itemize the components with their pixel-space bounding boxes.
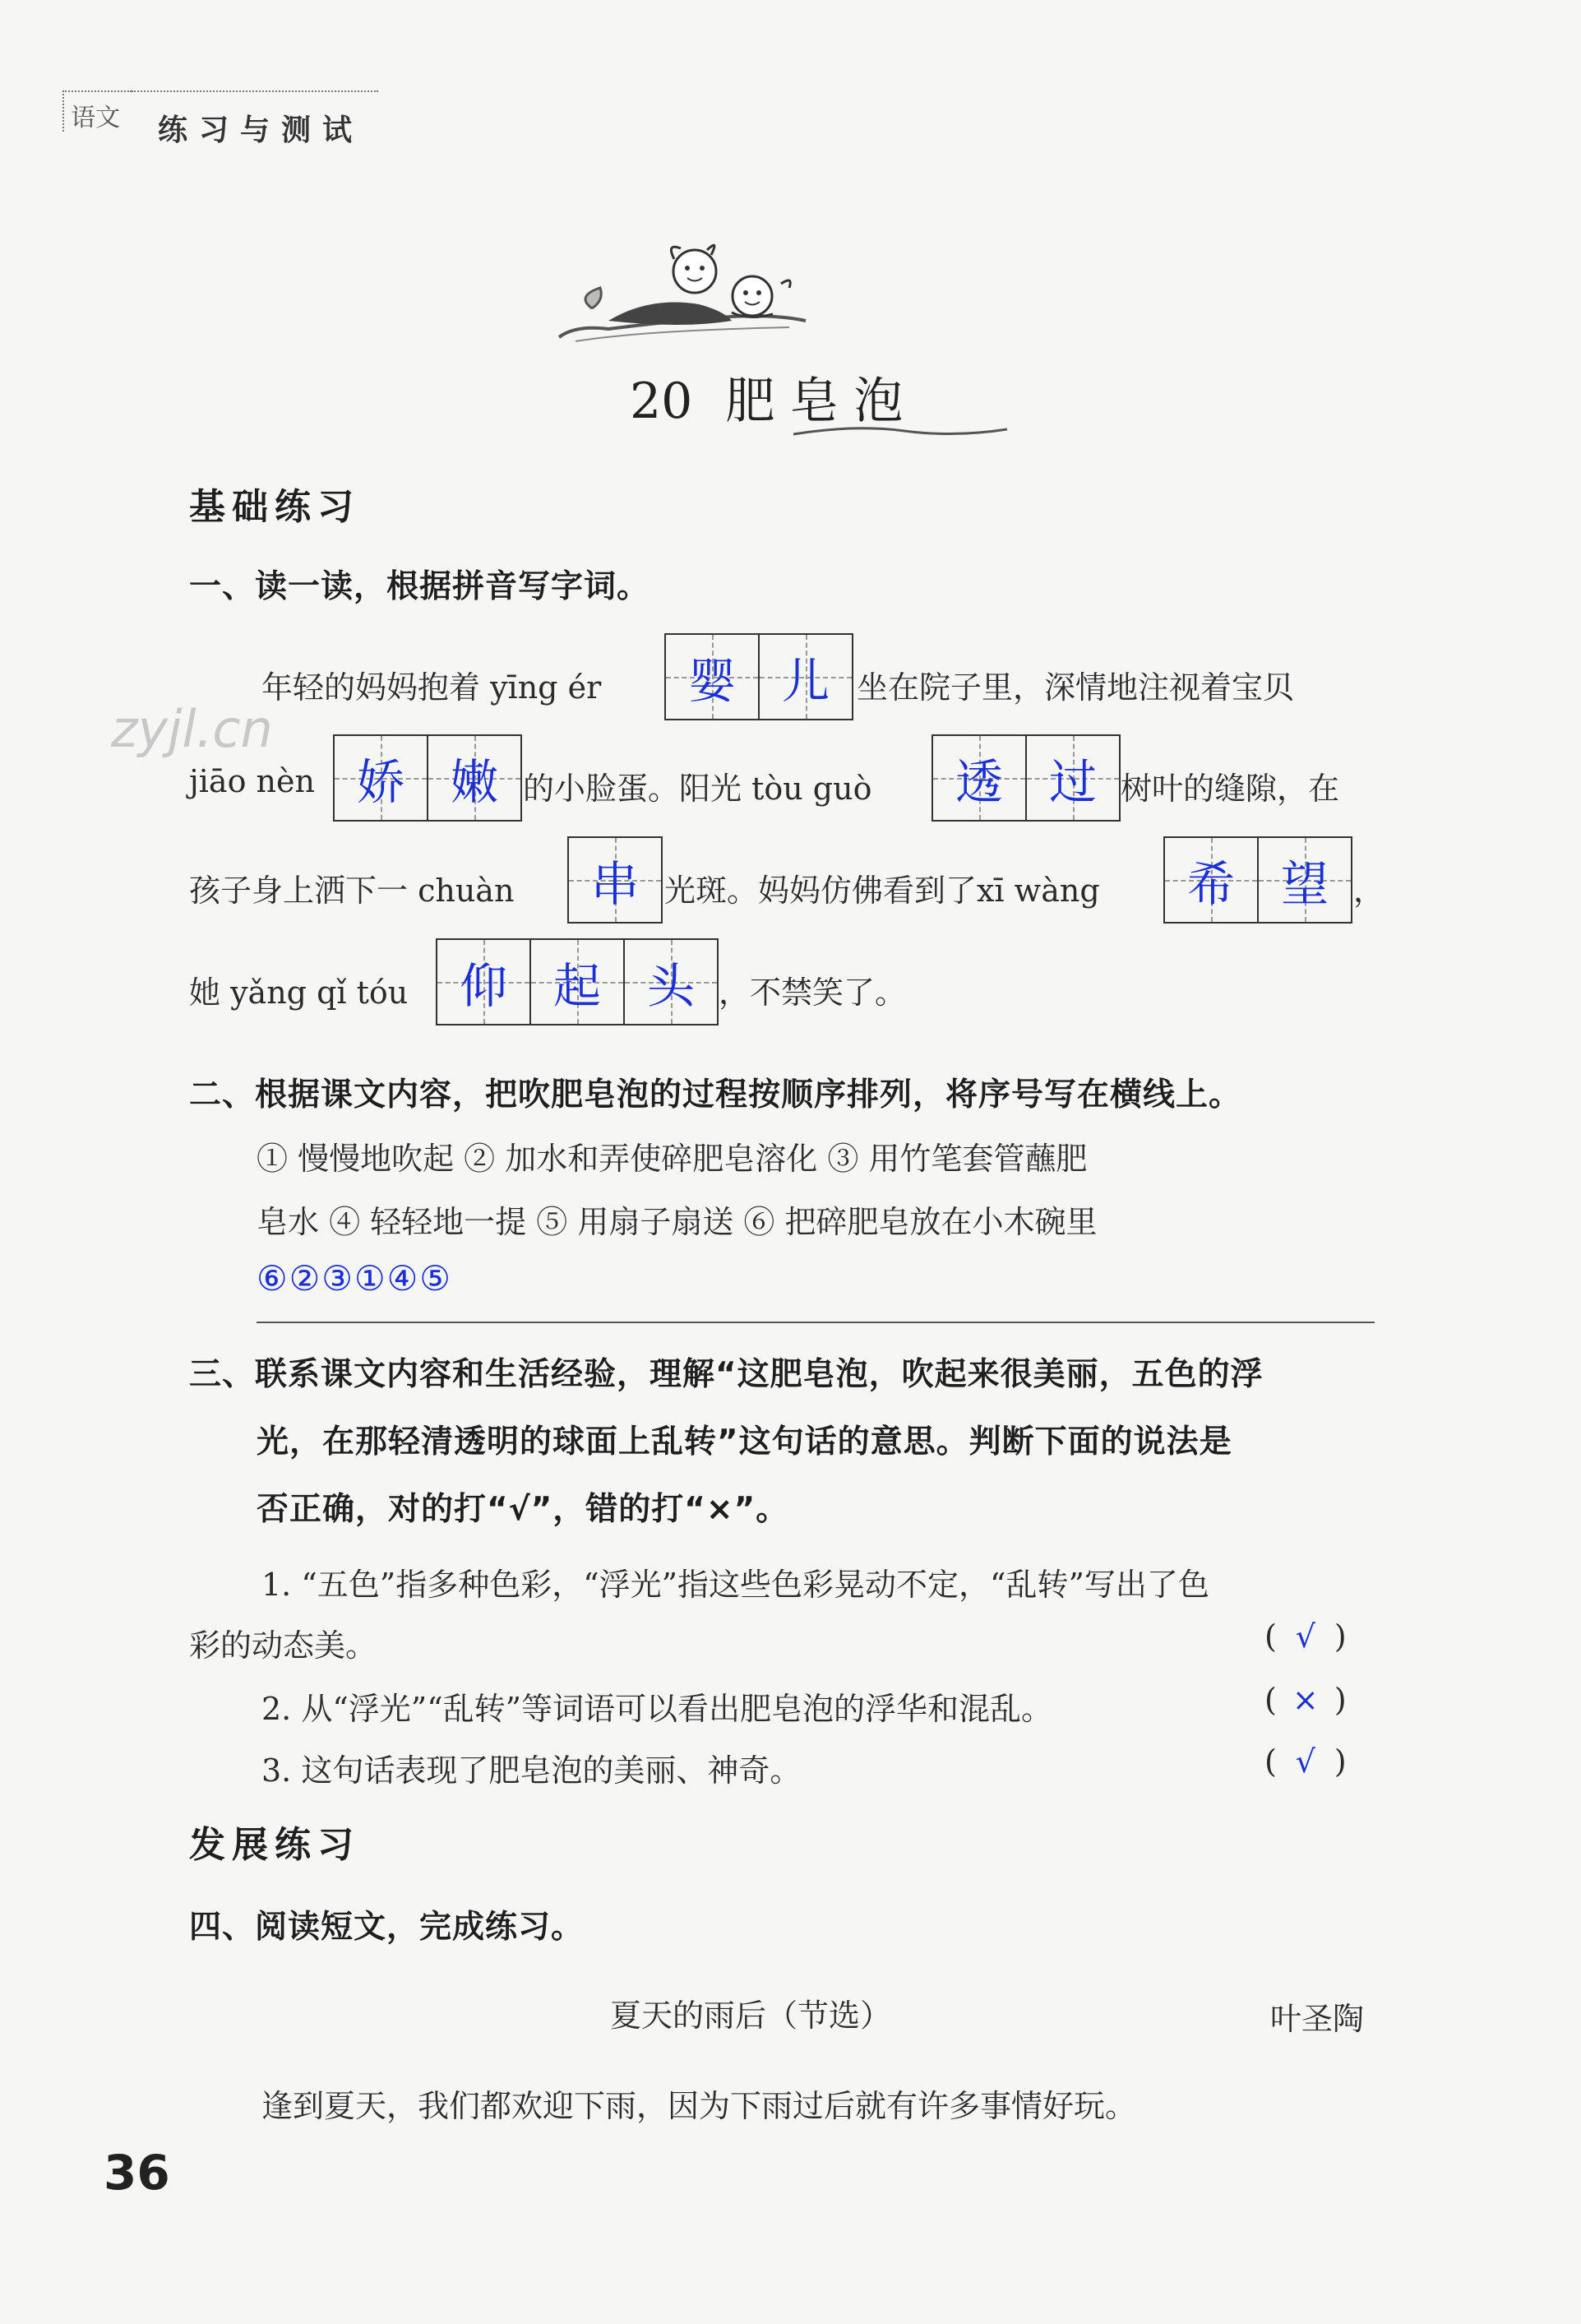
- answer-box-yangqitou[interactable]: [436, 938, 719, 1025]
- answer-char: 婴: [687, 653, 736, 709]
- q1-line3-a: 孩子身上洒下一 chuàn: [189, 873, 515, 909]
- answer-char: 透: [955, 754, 1003, 810]
- answer-box-jiaonen[interactable]: [333, 734, 522, 822]
- q1-line1-a: 年轻的妈妈抱着 yīng ér: [261, 669, 602, 706]
- q3-title-line3: 否正确，对的打“√”，错的打“×”。: [257, 1491, 789, 1528]
- q3-item3: 3. 这句话表现了肥皂泡的美丽、神奇。: [261, 1752, 802, 1789]
- q1-line2-c: 树叶的缝隙，在: [1121, 771, 1340, 807]
- kids-illustration: [543, 238, 822, 362]
- answer-box-touguo[interactable]: [931, 734, 1121, 822]
- q3-item1-line1: 1. “五色”指多种色彩，“浮光”指这些色彩晃动不定，“乱转”写出了色: [261, 1567, 1209, 1603]
- answer-char: 串: [590, 856, 639, 912]
- q4-title: 四、阅读短文，完成练习。: [189, 1909, 585, 1946]
- answer-box-chuan[interactable]: [567, 836, 663, 924]
- answer-char: 望: [1280, 856, 1329, 912]
- q2-title: 二、根据课文内容，把吹肥皂泡的过程按顺序排列，将序号写在横线上。: [189, 1076, 1242, 1113]
- q3-item2: 2. 从“浮光”“乱转”等词语可以看出肥皂泡的浮华和混乱。: [261, 1691, 1053, 1727]
- answer-char: 儿: [781, 653, 830, 709]
- q1-line4-b: ，不禁笑了。: [719, 975, 907, 1011]
- answer-box-yinger[interactable]: [664, 633, 853, 720]
- paren-close: ): [1334, 1682, 1347, 1718]
- section-basic: 基础练习: [189, 486, 360, 528]
- header-divider: [132, 90, 378, 92]
- paren-open: (: [1264, 1743, 1277, 1780]
- q3-item2-answer[interactable]: [1264, 1682, 1347, 1718]
- q2-options-line2: 皂水 ④ 轻轻地一提 ⑤ 用扇子扇送 ⑥ 把碎肥皂放在小木碗里: [257, 1204, 1098, 1240]
- paren-close: ): [1334, 1618, 1347, 1655]
- passage-author: 叶圣陶: [1270, 2001, 1365, 2037]
- q1-line3-b: 光斑。妈妈仿佛看到了xī wàng: [664, 873, 1100, 909]
- q2-options-line1: ① 慢慢地吹起 ② 加水和弄使碎肥皂溶化 ③ 用竹笔套管蘸肥: [257, 1141, 1088, 1177]
- answer-char: 头: [646, 958, 695, 1014]
- passage-title: 夏天的雨后（节选）: [610, 1998, 892, 2034]
- q1-title: 一、读一读，根据拼音写字词。: [189, 568, 650, 605]
- q2-answer-line: [257, 1322, 1375, 1323]
- q3-item1-line2: 彩的动态美。: [189, 1627, 377, 1664]
- check-mark: √: [1295, 1743, 1315, 1780]
- answer-char: 嫩: [450, 754, 498, 810]
- q1-line4-a: 她 yǎng qǐ tóu: [189, 975, 409, 1011]
- section-develop: 发展练习: [189, 1824, 360, 1866]
- q3-item3-answer[interactable]: [1264, 1743, 1347, 1780]
- title-underline: [789, 419, 1011, 444]
- watermark: zyjl.cn: [111, 699, 273, 759]
- answer-char: 希: [1186, 856, 1235, 912]
- check-mark: √: [1295, 1618, 1315, 1655]
- q3-title-line2: 光，在那轻清透明的球面上乱转”这句话的意思。判断下面的说法是: [257, 1424, 1232, 1461]
- q1-line2-a: jiāo nèn: [189, 763, 315, 799]
- book-title: 练习与测试: [158, 113, 364, 147]
- paren-open: (: [1264, 1618, 1277, 1655]
- page-number: 36: [104, 2145, 170, 2201]
- subject-label: 语文: [62, 90, 132, 132]
- answer-char: 娇: [356, 754, 404, 810]
- answer-char: 仰: [459, 958, 507, 1014]
- lesson-number: 20: [630, 373, 693, 430]
- answer-box-xiwang[interactable]: [1163, 836, 1352, 924]
- passage-first-line: 逢到夏天，我们都欢迎下雨，因为下雨过后就有许多事情好玩。: [261, 2088, 1137, 2124]
- answer-char: 起: [552, 958, 601, 1014]
- q3-title-line1: 三、联系课文内容和生活经验，理解“这肥皂泡，吹起来很美丽，五色的浮: [189, 1356, 1264, 1393]
- lesson-name: 肥皂泡: [725, 373, 918, 430]
- paren-open: (: [1264, 1682, 1277, 1718]
- q3-item1-answer[interactable]: [1264, 1618, 1347, 1655]
- q1-line2-b: 的小脸蛋。阳光 tòu guò: [523, 771, 872, 807]
- cross-mark: ×: [1292, 1682, 1319, 1718]
- q2-answer[interactable]: ⑥②③①④⑤: [257, 1258, 452, 1299]
- q1-line3-c: ，: [1353, 873, 1385, 909]
- paren-close: ): [1334, 1743, 1347, 1780]
- answer-char: 过: [1048, 754, 1097, 810]
- q1-line1-b: 坐在院子里，深情地注视着宝贝: [857, 669, 1295, 706]
